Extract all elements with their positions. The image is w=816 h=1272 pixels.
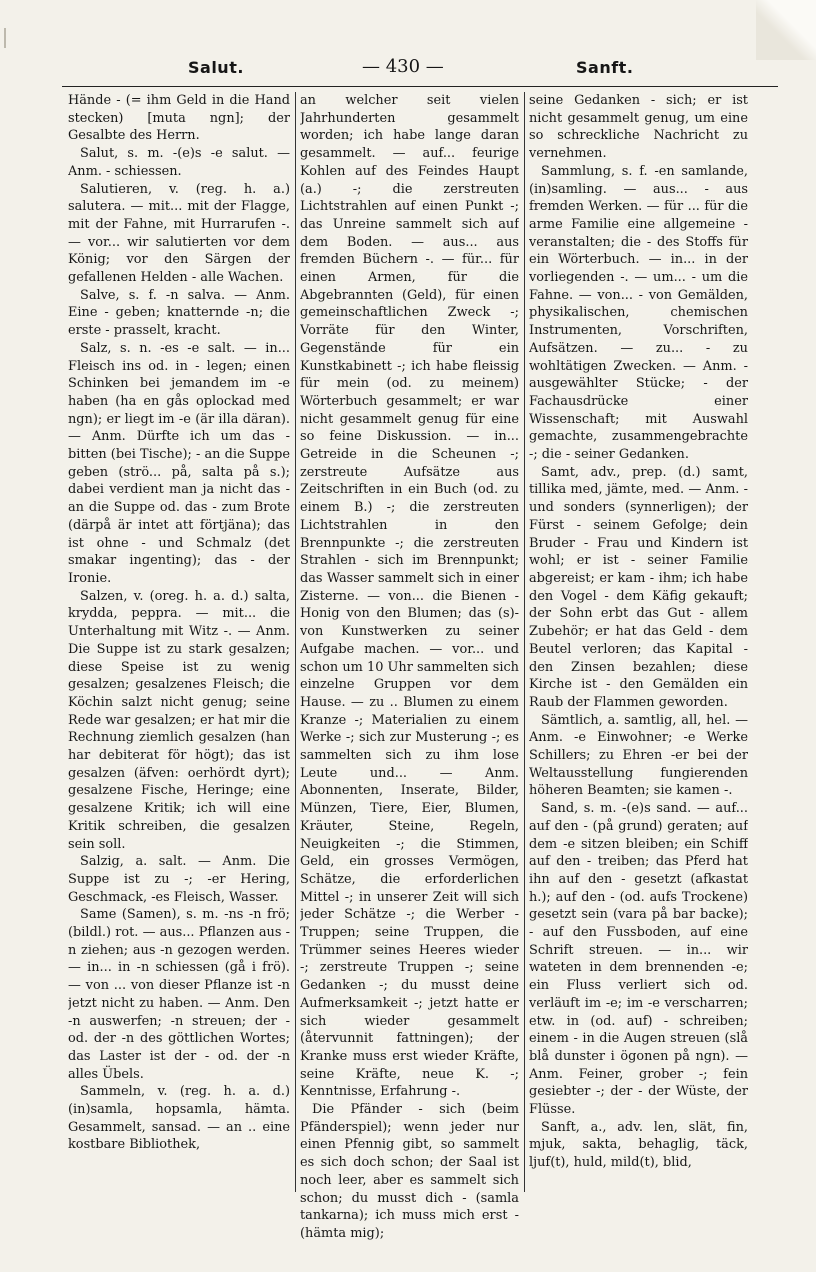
running-header [62, 56, 752, 86]
entry-salzig: Salzig, a. salt. — Anm. Die Suppe ist zu -; -er Hering, Geschmack, -es Fleisch, Wasser. [68, 854, 290, 905]
column-3 [529, 92, 748, 1272]
entry-sammeln-reflexive: Die Pfänder - sich (beim Pfänderspiel); wenn jeder nur einen Pfennig gibt, so sammelt es sich doch schon; der Saal ist noch leer, aber es sammelt sich schon; du musst dich - (samla tankarna); ich muss mich erst - (hämta mig); [300, 1102, 519, 1241]
entry-samt: Samt, adv., prep. (d.) samt, tillika med, jämte, med. — Anm. - und sonders (synnerligen); der Fürst - seinem Gefolge; dein Bruder - Frau und Kindern ist wohl; er ist - seiner Familie abgereist; er kam - ihm; ich habe den Vogel - dem Käfig gekauft; der Sohn erbt das Gut - allem Zubehör; er hat das Geld - dem Beutel verloren; das Kapital - den Zinsen bezahlen; diese Kirche ist - den Gemälden ein Raub der Flammen geworden. [529, 464, 748, 710]
entry-sammeln-continued: an welcher seit vielen Jahrhunderten gesammelt worden; ich habe lange daran gesammelt. — auf... feurige Kohlen auf des Feindes Haupt (a.) -; die zerstreuten Lichtstrahlen auf einen Punkt -; das Unreine sammelt sich auf dem Boden. — aus... aus fremden Büchern -. — für... für einen Armen, für die Abgebrannten (Geld), für einen gemeinschaftlichen Zweck -; Vorräte für den Winter, Gegenstände für ein Kunstkabinett -; ich habe fleissig für mein (od. zu meinem) Wörterbuch gesammelt; er war nicht gesammelt genug für eine so feine Diskussion. — in... Getreide in die Scheunen -; zerstreute Aufsätze aus Zeitschriften in ein Buch (od. zu einem B.) -; die zerstreuten Lichtstrahlen in den Brennpunkte -; die zerstreuten Strahlen - sich im Brennpunkt; das Wasser sammelt sich in einer Zisterne. — von... die Bienen - Honig von den Blumen; das (s)- von Kunstwerken zu seiner Aufgabe machen. — vor... und schon um 10 Uhr sammelten sich einzelne Gruppen vor dem Hause. — zu .. Blumen zu einem Kranze -; Materialien zu einem Werke -; sich zur Musterung -; es sammelten sich zu ihm lose Leute und... — Anm. Abonnenten, Inserate, Bilder, Münzen, Tiere, Eier, Blumen, Kräuter, Steine, Regeln, Neuigkeiten -; die Stimmen, Geld, ein grosses Vermögen, Schätze, die erforderlichen Mittel -; in unserer Zeit will sich jeder Schätze -; die Werber - Truppen; seine Truppen, die Trümmer seines Heeres wieder -; zerstreute Truppen -; seine Gedanken -; du musst deine Aufmerksamkeit -; jetzt hatte er sich wieder gesammelt (återvunnit fattningen); der Kranke muss erst wieder Kräfte, seine Kräfte, neue K. -; Kenntnisse, Erfahrung -. [300, 93, 519, 1100]
entry-saemtlich: Sämtlich, a. samtlig, all, hel. — Anm. -e Einwohner; -e Werke Schillers; zu Ehren -er bei der Weltausstellung fungierenden höheren Beamten; sie kamen -. [529, 712, 748, 799]
column-1 [68, 92, 290, 1272]
entry-sammeln: Sammeln, v. (reg. h. a. d.) (in)samla, hopsamla, hämta. Gesammelt, sansad. — an .. eine kostbare Bibliothek, [68, 1084, 290, 1153]
entry-salzen: Salzen, v. (oreg. h. a. d.) salta, krydda, peppra. — mit... die Unterhaltung mit Witz -. — Anm. Die Suppe ist zu stark gesalzen; diese Speise ist zu wenig gesalzen; gesalzenes Fleisch; die Köchin salzt nicht genug; seine Rede war gesalzen; er hat mir die Rechnung ziemlich gesalzen (han har debiterat för högt); das ist gesalzen (äfven: oerhördt dyrt); gesalzene Fische, Heringe; eine gesalzene Kritik; ich will eine Kritik schreiben, die gesalzen sein soll. [68, 588, 290, 852]
entry-same: Same (Samen), s. m. -ns -n frö; (bildl.) rot. — aus... Pflanzen aus -n ziehen; aus -n gezogen werden. — in... in -n schiessen (gå i frö). — von ... von dieser Pflanze ist -n jetzt nicht zu haben. — Anm. Den -n auswerfen; -n streuen; der - od. der -n des göttlichen Wortes; das Laster ist der - od. der -n alles Übels. [68, 907, 290, 1082]
page-number: — 430 — [362, 56, 444, 77]
entry-salutieren: Salutieren, v. (reg. h. a.) salutera. — mit... mit der Flagge, mit der Fahne, mit Hurrarufen -. — vor... wir salutierten vor dem König; vor den Särgen der gefallenen Helden - alle Wachen. [68, 181, 290, 286]
entry-sand: Sand, s. m. -(e)s sand. — auf... auf den - (på grund) geraten; auf dem -e sitzen bleiben; ein Schiff auf den - treiben; das Pferd hat ihn auf den - gesetzt (afkastat h.); auf den - (od. aufs Trockene) gesetzt sein (vara på bar backe); - auf den Fussboden, auf eine Schrift streuen. — in... wir wateten in dem brennenden -e; ein Fluss verliert sich od. verläuft im -e; im -e verscharren; etw. in (od. auf) - schreiben; einem - in die Augen streuen (slå blå dunster i ögonen på ngn). — Anm. Feiner, grober -; fein gesiebter -; der - der Wüste, der Flüsse. [529, 801, 748, 1118]
entry-salve: Salve, s. f. -n salva. — Anm. Eine - geben; knatternde -n; die erste - prasselt, kracht. [68, 287, 290, 339]
paper-mark [4, 28, 6, 48]
entry-salz: Salz, s. n. -es -e salt. — in... Fleisch ins od. in - legen; einen Schinken bei jemandem im -e haben (ha en gås oplockad med ngn); er liegt im -e (är illa däran). — Anm. Dürfte ich um das - bitten (bei Tische); - an die Suppe geben (strö... på, salta på s.); dabei verdient man ja nicht das - an die Suppe od. das - zum Brote (därpå är intet att förtjäna); das ist ohne - und Schmalz (det smakar ingenting); das - der Ironie. [68, 340, 290, 586]
column-divider-1 [295, 92, 296, 1192]
entry-sammlung: Sammlung, s. f. -en samlande, (in)samling. — aus... - aus fremden Werken. — für ... für die arme Familie eine allgemeine - veranstalten; die - des Stoffs für ein Wörterbuch. — in... in der vorliegenden -. — um... - um die Fahne. — von... - von Gemälden, physikalischen, chemischen Instrumenten, Vorschriften, Aufsätzen. — zu... - zu wohltätigen Zwecken. — Anm. - ausgewählter Stücke; - der Fachausdrücke einer Wissenschaft; mit Auswahl gemachte, zusammengebrachte -; die - seiner Gedanken. [529, 163, 748, 463]
entry-continuation: Hände - (= ihm Geld in die Hand stecken) [muta ngn]; der Gesalbte des Herrn. [68, 93, 290, 144]
column-2 [300, 92, 519, 1272]
header-left-guide-word: Salut. [188, 58, 244, 77]
entry-salut: Salut, s. m. -(e)s -e salut. — Anm. - schiessen. [68, 146, 290, 179]
page-corner [756, 0, 816, 60]
column-divider-2 [524, 92, 525, 1192]
header-rule [62, 86, 778, 87]
entry-sanft: Sanft, a., adv. len, slät, fin, mjuk, sakta, behaglig, täck, ljuf(t), huld, mild(t), blid, [529, 1119, 748, 1171]
header-right-guide-word: Sanft. [576, 58, 634, 77]
entry-sammeln-end: seine Gedanken - sich; er ist nicht gesammelt genug, um eine so schreckliche Nachricht zu vernehmen. [529, 93, 748, 162]
